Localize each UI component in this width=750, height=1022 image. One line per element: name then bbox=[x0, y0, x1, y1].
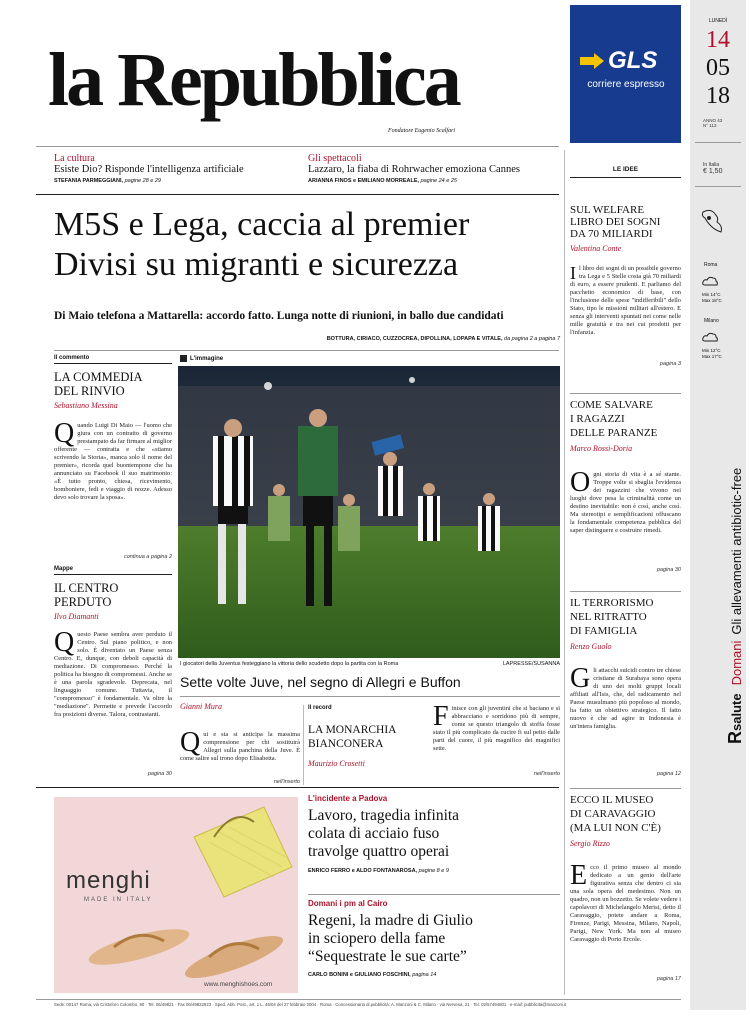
date-day: 14 bbox=[706, 27, 730, 53]
idee-pages[interactable]: pagina 17 bbox=[656, 976, 681, 982]
menghi-tagline: MADE IN ITALY bbox=[84, 897, 153, 903]
dropcap: Q bbox=[54, 631, 75, 658]
idee-title-2: LIBRO DEI SOGNI bbox=[570, 216, 661, 228]
idee-title-1: ECCO IL MUSEO bbox=[570, 794, 654, 806]
idee-title-1: IL TERRORISMO bbox=[570, 597, 654, 609]
padova-headline-1: Lavoro, tragedia infinita bbox=[308, 807, 460, 824]
date-block bbox=[690, 26, 746, 110]
commento-title-1: LA COMMEDIA bbox=[54, 370, 143, 384]
teaser-author: STEFANIA PARMEGGIANI, bbox=[54, 178, 124, 184]
commento-author: Sebastiano Messina bbox=[54, 401, 118, 410]
date-weekday: LUNEDÌ bbox=[708, 18, 728, 24]
sandals-image bbox=[84, 907, 294, 987]
teaser-headline: Esiste Dio? Risponde l'intelligenza artificiale bbox=[54, 164, 244, 175]
idee-body: li attacchi suicidi contro tre chiese cristiane di Surabaya sono opera di uno dei molti gruppi locali affiliati all'Isis, che, del radicamento nel Paese musulmano più popoloso al mondo, ha fatto un obiettivo strategico. Il fatto nuovo è che ad agire in Indonesia è un'intera famiglia. bbox=[570, 667, 681, 730]
idee-pages[interactable]: pagina 3 bbox=[659, 361, 681, 367]
cloud-icon bbox=[702, 331, 718, 343]
regeni-headline-2: in sciopero della fame bbox=[308, 930, 446, 947]
salute-logo-icon: R bbox=[725, 731, 745, 744]
mappe-body: uesto Paese sembra aver perduto il Centro. Sul piano politico, e non solo. È diventato un Paese senza Centro. E, dunque, con deboli capacità di mediazione. Di compromesso. Perché la politica ha bisogno di compromessi. Anche se è una parola sgradevole. Deprecata, nel linguaggio comune. Tuttavia, il "compromesso" è fondamentale. Va oltre la "mediazione". Permette e prevede l'accordo fra posizioni diverse. Talora, contrastanti. bbox=[54, 631, 172, 718]
mura-body: ui e sta si anticipa la massima comprensione per chi sostituirà Allegri sulla panchina della Juve. È come salire sul trono dopo Elisabetta. bbox=[180, 731, 300, 762]
idee-paranze[interactable] bbox=[570, 398, 681, 573]
teaser-pages: pagine 24 e 25 bbox=[420, 178, 457, 184]
record-label: Il record bbox=[308, 705, 332, 711]
idee-author: Renzo Guolo bbox=[570, 642, 612, 651]
idee-title-3: DI FAMIGLIA bbox=[570, 625, 638, 637]
idee-title-2: I RAGAZZI bbox=[570, 413, 625, 425]
commento-article[interactable] bbox=[54, 355, 172, 560]
juve-crosetti-text[interactable] bbox=[433, 705, 560, 777]
padova-pages: pagine 8 e 9 bbox=[418, 868, 449, 874]
commento-label: Il commento bbox=[54, 355, 172, 364]
padova-article[interactable] bbox=[308, 794, 560, 874]
teaser-headline: Lazzaro, la fiaba di Rohrwacher emoziona Cannes bbox=[308, 164, 520, 175]
idee-title-2: DI CARAVAGGIO bbox=[570, 808, 656, 820]
idee-welfare[interactable] bbox=[570, 204, 681, 367]
mappe-author: Ilvo Diamanti bbox=[54, 612, 99, 621]
gls-brand: GLS bbox=[608, 47, 658, 74]
salute-promo[interactable] bbox=[705, 372, 745, 744]
idee-title-3: DA 70 MILIARDI bbox=[570, 228, 653, 240]
mappe-pages[interactable]: pagina 30 bbox=[147, 771, 172, 777]
photo-credit: LAPRESSE/SUSANNA bbox=[502, 661, 560, 667]
crosetti-body: inisce con gli juventini che si baciano e si abbracciano e sorridono più di sempre, come se questo triangolo di stoffa fosse stato il più complicato da cucire fi sul petto dalle parti del cuore, il più magnifico dei magnifici sette. bbox=[433, 705, 560, 752]
mura-ref[interactable]: nell'inserto bbox=[273, 779, 300, 785]
menghi-brand: menghi bbox=[66, 867, 151, 894]
teaser-section: Gli spettacoli bbox=[308, 153, 362, 164]
padova-authors: ENRICO FERRO e ALDO FONTANAROSA, bbox=[308, 868, 418, 874]
lead-pages: da pagina 2 a pagina 7 bbox=[504, 336, 560, 342]
city2-max: Max 17°C bbox=[702, 354, 722, 359]
idee-body: l libro dei sogni di un possibile governo tra Lega e 5 Stelle costa già 70 miliardi di euro, a essere prudenti. E parliamo del pacchetto economico di base, con l'inclusione delle spese "indifferibili" dello Stato, tipo le missioni militari all'estero. E senza gli interventi spuntati nei come nelle mille gratuità e tra nei cui prodotti per l'infanzia. bbox=[570, 265, 681, 336]
mura-author: Gianni Mura bbox=[180, 702, 222, 711]
teaser-pages: pagine 28 e 29 bbox=[124, 178, 161, 184]
lead-deck: Di Maio telefona a Mattarella: accordo fatto. Lunga notte di riunioni, in ballo due candidati bbox=[54, 310, 504, 322]
teaser-author: ARIANNA FINOS e EMILIANO MORREALE, bbox=[308, 178, 420, 184]
photo-headline[interactable]: Sette volte Juve, nel segno di Allegri e Buffon bbox=[180, 674, 461, 690]
teaser-cultura[interactable] bbox=[54, 153, 304, 184]
record-author: Maurizio Crosetti bbox=[308, 759, 365, 768]
idee-author: Sergio Rizzo bbox=[570, 839, 610, 848]
mappe-title-1: IL CENTRO bbox=[54, 581, 119, 595]
city2-min: Min 12°C bbox=[702, 348, 721, 353]
idee-body: gni storia di vita è a sé stante. Troppe volte si sbaglia l'evidenza dei ragazzini che vivono nei luoghi dove pesa la criminalità come un destino inevitabile: non è così, anche così. Ma stereotipi e semplificazioni offuscano la fondamentale competenza pubblica del saper distinguere e costruire rimedi. bbox=[570, 471, 681, 534]
photo-caption: I giocatori della Juventus festeggiano la vittoria dello scudetto dopo la partita con la Roma bbox=[180, 661, 399, 667]
mappe-title-2: PERDUTO bbox=[54, 595, 112, 609]
dropcap: Q bbox=[180, 731, 201, 758]
date-month: 05 bbox=[706, 55, 730, 81]
regeni-kicker: Domani i pm al Cairo bbox=[308, 899, 388, 908]
dropcap: G bbox=[570, 667, 591, 694]
idee-pages[interactable]: pagina 12 bbox=[656, 771, 681, 777]
idee-label: LE IDEE bbox=[570, 166, 681, 178]
lead-headline-2: Divisi su migranti e sicurezza bbox=[54, 246, 459, 283]
padova-headline-2: colata di acciaio fuso bbox=[308, 825, 440, 842]
date-year: 18 bbox=[706, 83, 730, 109]
issue-year: ANNO 43 bbox=[703, 118, 723, 123]
regeni-headline-3: “Sequestrate le sue carte” bbox=[308, 948, 467, 965]
teaser-section: La cultura bbox=[54, 153, 95, 164]
idee-author: Marco Rossi-Doria bbox=[570, 444, 633, 453]
idee-body: cco il primo museo al mondo dedicato a un genio dell'arte figurativa senza che dentro ci sia una sola opera del medesimo. Non un quadro, non un bozzetto. Se volete vedere i capolavori di Michelangelo Merisi, detto il Caravaggio, potete andare a Roma, Firenze, Parigi, Messina, Milano, Napoli, Parigi, New York. Ma non al museo Caravaggio di Porto Ercole. bbox=[570, 864, 681, 943]
mappe-label: Mappe bbox=[54, 566, 172, 575]
weather-city2: Milano bbox=[704, 318, 719, 324]
dropcap: E bbox=[570, 864, 588, 891]
menghi-url[interactable]: www.menghishoes.com bbox=[204, 981, 273, 988]
record-title-2: BIANCONERA bbox=[308, 738, 384, 750]
italy-map-icon bbox=[697, 208, 729, 236]
regeni-article[interactable] bbox=[308, 899, 560, 978]
gls-arrow-icon bbox=[578, 51, 606, 71]
founder-line: Fondatore Eugenio Scalfari bbox=[388, 128, 456, 134]
regeni-authors: CARLO BONINI e GIULIANO FOSCHINI, bbox=[308, 972, 411, 978]
handbag-image bbox=[174, 797, 294, 907]
padova-kicker: L'incidente a Padova bbox=[308, 794, 388, 803]
padova-headline-3: travolge quattro operai bbox=[308, 843, 450, 860]
salute-domani: Domani bbox=[729, 640, 744, 686]
gls-tagline: corriere espresso bbox=[587, 79, 665, 90]
juve-mura-article[interactable] bbox=[180, 702, 300, 785]
regeni-headline-1: Regeni, la madre di Giulio bbox=[308, 912, 473, 929]
record-title-1: LA MONARCHIA bbox=[308, 724, 397, 736]
camera-icon bbox=[180, 355, 187, 362]
regeni-pages: pagina 14 bbox=[412, 972, 437, 978]
issue-number: N° 113 bbox=[703, 123, 717, 128]
commento-continue[interactable]: continua a pagina 2 bbox=[123, 554, 172, 560]
crosetti-ref[interactable]: nell'inserto bbox=[533, 771, 560, 777]
price-label: In Italia bbox=[703, 162, 720, 168]
weather-city1: Roma bbox=[704, 262, 718, 268]
dropcap: Q bbox=[54, 422, 75, 449]
price: € 1,50 bbox=[703, 168, 723, 175]
gls-ad[interactable] bbox=[570, 5, 681, 143]
menghi-ad[interactable] bbox=[54, 797, 298, 993]
idee-pages[interactable]: pagina 30 bbox=[656, 567, 681, 573]
idee-title-3: (MA LUI NON C'È) bbox=[570, 822, 661, 834]
lead-authors: BOTTURA, CIRIACO, CUZZOCREA, DIPOLLINA, LOPAPA E VITALE, bbox=[326, 336, 503, 342]
idee-author: Valentina Conte bbox=[570, 244, 622, 253]
lead-story[interactable] bbox=[54, 205, 559, 285]
mappe-article[interactable] bbox=[54, 566, 172, 777]
masthead-logo: la Repubblica bbox=[48, 38, 459, 122]
cloud-icon bbox=[702, 275, 718, 287]
idee-title-3: DELLE PARANZE bbox=[570, 427, 658, 439]
teaser-spettacoli[interactable] bbox=[308, 153, 563, 184]
idee-title-1: SUL WELFARE bbox=[570, 204, 645, 216]
juve-record-article[interactable] bbox=[308, 705, 428, 768]
juve-photo[interactable] bbox=[178, 366, 560, 658]
salute-text: Gli allevamenti antibiotic-free bbox=[729, 467, 744, 635]
commento-title-2: DEL RINVIO bbox=[54, 384, 125, 398]
commento-body: uando Luigi Di Maio — l'uomo che giura con un contratto di governo prestampato da far firmare al miglior offerente — contratta e che «stiamo scrivendo la Storia», manca solo il nome del premier», ricorda quel buontempone che ha annunciato su Facebook il suo matrimonio: «È tutto pronto, chiesa, ricevimento, bomboniere, fedi e viaggio di nozze. Adesso devo solo trovare la sposa». bbox=[54, 422, 172, 501]
city1-min: Min 14°C bbox=[702, 292, 721, 297]
dropcap: I bbox=[570, 265, 576, 283]
dropcap: O bbox=[570, 471, 591, 498]
salute-title: salute bbox=[729, 693, 744, 731]
idee-caravaggio[interactable] bbox=[570, 793, 681, 982]
idee-terrorismo[interactable] bbox=[570, 596, 681, 777]
dropcap: F bbox=[433, 705, 449, 732]
city1-max: Max 18°C bbox=[702, 298, 722, 303]
footer-imprint: Sede: 00147 Roma, via Cristoforo Colombo, 90 · Tel. 06/49821 · Fax 06/49822923 · Sped. Abb. Post., art. 1 L. 46/04 del 27 febbraio 2004 · Roma · Concessionaria di pubblicità: A. Manzoni & C. Milano · via Nervesa, 21 · Tel. 02/57494801 · e-mail: pubblicita@manzoni.it bbox=[54, 1002, 567, 1007]
idee-title-2: NEL RITRATTO bbox=[570, 611, 647, 623]
photo-label: L'immagine bbox=[190, 356, 224, 363]
lead-headline-1: M5S e Lega, caccia al premier bbox=[54, 206, 470, 243]
idee-title-1: COME SALVARE bbox=[570, 399, 653, 411]
